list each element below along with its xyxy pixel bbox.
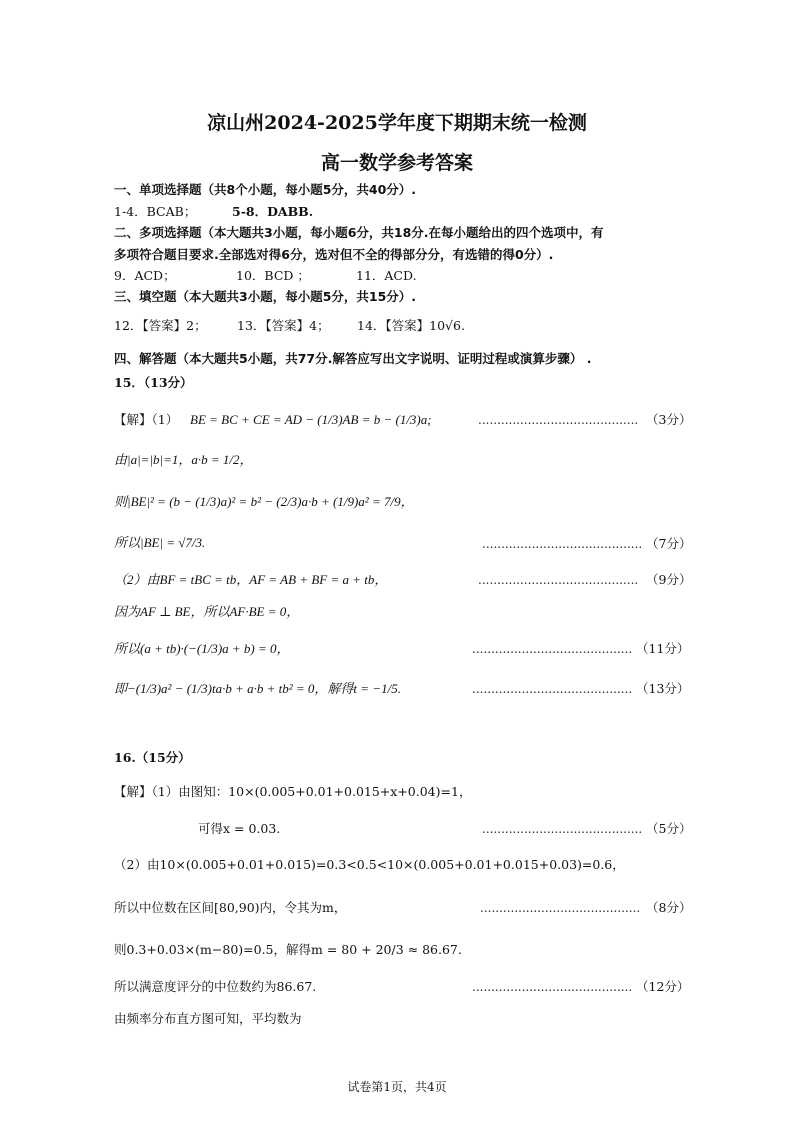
q16-points-5: （5分） (646, 821, 692, 836)
q16-line5: 则0.3+0.03×(m−80)=0.5，解得m = 80 + 20/3 ≈ 86.67. (114, 942, 462, 957)
answer-9: 9．ACD； (114, 268, 176, 283)
section-1-heading: 一、单项选择题（共8个小题，每小题5分，共40分）. (114, 182, 417, 197)
section-3-heading: 三、填空题（本大题共3小题，每小题5分，共15分）. (114, 289, 417, 304)
answer-1-4: 1-4．BCAB； (114, 204, 197, 219)
q15-line3: 则|BE|² = (b − (1/3)a)² = b² − (2/3)a·b + (1/9)a² = 7/9， (114, 494, 414, 509)
section-2-heading-line1: 二、多项选择题（本大题共3小题，每小题6分，共18分.在每小题给出的四个选项中，有 (114, 225, 604, 240)
q15-points-7: （7分） (646, 536, 692, 551)
q15-line4: 所以|BE| = √7/3. (114, 535, 206, 550)
dot-leader: .......................................... (482, 822, 643, 836)
q15-points-11: （11分） (636, 641, 690, 656)
q16-heading: 16.（15分） (114, 750, 191, 765)
q16-line3: （2）由10×(0.005+0.01+0.015)=0.3<0.5<10×(0.005+0.01+0.015+0.03)=0.6， (114, 857, 625, 872)
q16-points-12: （12分） (636, 979, 690, 994)
answer-10: 10．BCD ； (236, 268, 310, 283)
q16-line1: 【解】（1）由图知：10×(0.005+0.01+0.015+x+0.04)=1， (114, 784, 472, 799)
dot-leader: .......................................... (472, 682, 633, 696)
q15-line1-math: BE = BC + CE = AD − (1/3)AB = b − (1/3)a; (190, 412, 432, 427)
answer-11: 11．ACD. (356, 268, 417, 283)
document-title: 凉山州2024-2025学年度下期期末统一检测 (207, 112, 587, 134)
answer-5-8: 5-8．DABB. (232, 204, 314, 219)
dot-leader: .......................................... (472, 642, 633, 656)
answer-13: 13．【答案】4； (237, 318, 330, 333)
q15-points-9: （9分） (646, 572, 692, 587)
dot-leader: .......................................... (472, 980, 633, 994)
section-2-heading-line2: 多项符合题目要求.全部选对得6分，选对但不全的得部分分，有选错的得0分）. (114, 247, 554, 262)
q15-line1-label: 【解】（1） (114, 412, 179, 427)
q16-points-8: （8分） (646, 900, 692, 915)
answer-14: 14．【答案】10√6. (357, 318, 465, 333)
answer-12: 12．【答案】2； (114, 318, 207, 333)
q16-line2: 可得x = 0.03. (198, 821, 281, 836)
q15-points-3: （3分） (646, 412, 692, 427)
q16-line4: 所以中位数在区间[80,90)内，令其为m， (114, 900, 347, 915)
q16-line6: 所以满意度评分的中位数约为86.67. (114, 979, 317, 994)
page-footer: 试卷第1页，共4页 (347, 1080, 447, 1094)
q15-line6: 因为AF ⊥ BE，所以AF·BE = 0， (114, 604, 300, 619)
dot-leader: .......................................... (480, 901, 641, 915)
dot-leader: .......................................... (478, 413, 639, 427)
dot-leader: .......................................... (482, 537, 643, 551)
dot-leader: .......................................... (478, 573, 639, 587)
section-4-heading: 四、解答题（本大题共5小题，共77分.解答应写出文字说明、证明过程或演算步骤） . (114, 351, 592, 366)
q15-line8: 即−(1/3)a² − (1/3)ta·b + a·b + tb² = 0，解得t = −1/5. (114, 681, 401, 696)
document-subtitle: 高一数学参考答案 (320, 152, 473, 174)
q16-line7: 由频率分布直方图可知，平均数为 (114, 1011, 302, 1026)
q15-heading: 15．（13分） (114, 375, 193, 390)
q15-line7: 所以(a + tb)·(−(1/3)a + b) = 0， (114, 641, 290, 656)
q15-line2: 由|a|=|b|=1，a·b = 1/2， (114, 452, 253, 467)
q15-points-13: （13分） (636, 681, 690, 696)
q15-line5: （2）由BF = tBC = tb，AF = AB + BF = a + tb， (114, 572, 388, 587)
